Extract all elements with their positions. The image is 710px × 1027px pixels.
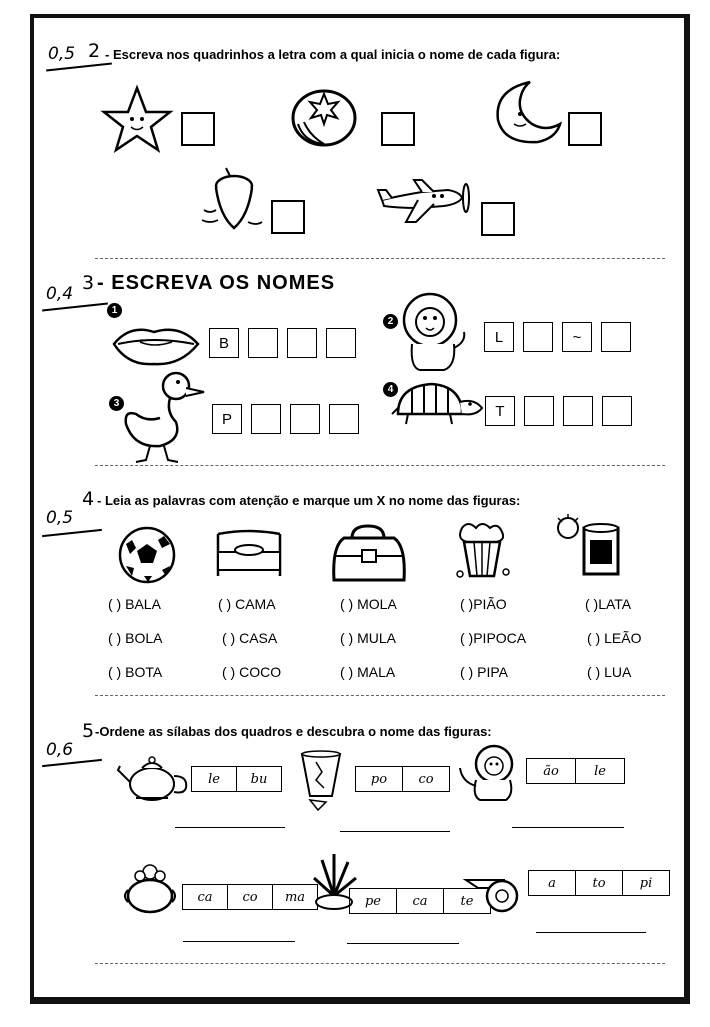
whistle-figure xyxy=(464,872,522,912)
q3-2-letter-4[interactable] xyxy=(601,322,631,352)
q3-badge-3: 3 xyxy=(109,396,124,411)
syllable-tile: le xyxy=(594,763,606,779)
duck-figure xyxy=(120,366,206,466)
q3-2-letter-2[interactable] xyxy=(523,322,553,352)
section-divider xyxy=(95,258,665,259)
q2-answer-box-1[interactable] xyxy=(181,112,215,146)
q3-4-letter-1[interactable]: T xyxy=(485,396,515,426)
q5-answer-line-5[interactable] xyxy=(347,943,459,944)
q3-3-letter-3[interactable] xyxy=(290,404,320,434)
syllable-tile: ca xyxy=(183,885,228,909)
bag-figure xyxy=(330,522,408,586)
q4-prompt: - Leia as palavras com atenção e marque um X no nome das figuras: xyxy=(97,493,521,508)
q4-option[interactable]: ( ) CAMA xyxy=(218,596,276,612)
q3-3-letter-2[interactable] xyxy=(251,404,281,434)
q5-answer-line-4[interactable] xyxy=(183,941,295,942)
lips-figure xyxy=(110,322,202,368)
q3-badge-1: 1 xyxy=(107,303,122,318)
q2-score: 0,5 xyxy=(48,44,76,64)
spinning-top-figure xyxy=(200,166,264,236)
q4-option[interactable]: ( ) BALA xyxy=(108,596,161,612)
q2-answer-box-4[interactable] xyxy=(271,200,305,234)
q5-syllables-1 xyxy=(191,766,282,792)
q5-number: 5 xyxy=(82,720,95,742)
syllable-tile: co xyxy=(228,885,273,909)
star-figure xyxy=(102,86,172,152)
q3-2-letter-1[interactable]: L xyxy=(484,322,514,352)
syllable-tile: pe xyxy=(350,889,397,913)
q5-answer-line-3[interactable] xyxy=(512,827,624,828)
q2-number: 2 xyxy=(88,40,101,62)
q4-score: 0,5 xyxy=(46,508,74,528)
q5-answer-line-2[interactable] xyxy=(340,831,450,832)
lion-figure xyxy=(400,292,470,372)
q4-option[interactable]: ( )PIPOCA xyxy=(460,630,527,646)
tomato-figure xyxy=(290,84,358,148)
q4-option[interactable]: ( ) PIPA xyxy=(460,664,508,680)
section-divider xyxy=(95,963,665,964)
q5-answer-line-1[interactable] xyxy=(175,827,285,828)
q4-option[interactable]: ( ) COCO xyxy=(222,664,282,680)
q5-prompt: -Ordene as sílabas dos quadros e descubra o nome das figuras: xyxy=(95,724,492,739)
q3-3-letter-1[interactable]: P xyxy=(212,404,242,434)
syllable-tile: a xyxy=(529,871,576,895)
q4-option[interactable]: ( ) MALA xyxy=(340,664,396,680)
teapot-figure xyxy=(116,754,188,804)
q3-4-letter-3[interactable] xyxy=(563,396,593,426)
q3-1-letter-4[interactable] xyxy=(326,328,356,358)
q4-number: 4 xyxy=(82,488,95,510)
popcorn-figure xyxy=(452,522,512,582)
q5-syllables-2 xyxy=(355,766,450,792)
syllable-tile: ca xyxy=(397,889,444,913)
section-divider xyxy=(95,695,665,696)
q5-score: 0,6 xyxy=(46,740,74,760)
bed-figure xyxy=(214,528,284,580)
section-divider xyxy=(95,465,665,466)
armadillo-figure xyxy=(392,378,484,430)
page-border xyxy=(30,14,690,1004)
q2-answer-box-3[interactable] xyxy=(568,112,602,146)
q3-2-letter-3[interactable]: ~ xyxy=(562,322,592,352)
q4-option[interactable]: ( )LATA xyxy=(585,596,632,612)
q5-syllables-3 xyxy=(526,758,625,784)
q5-syllables-4 xyxy=(182,884,318,910)
syllable-tile: to xyxy=(576,871,623,895)
syllable-tile: ão xyxy=(527,759,576,783)
syllable-tile: le xyxy=(192,767,237,791)
soccer-ball-figure xyxy=(118,526,176,584)
q3-4-letter-2[interactable] xyxy=(524,396,554,426)
q5-syllables-6 xyxy=(528,870,670,896)
q4-option[interactable]: ( ) MOLA xyxy=(340,596,397,612)
q3-1-letter-1[interactable]: B xyxy=(209,328,239,358)
small-lion-figure xyxy=(456,742,520,804)
q4-option[interactable]: ( )PIÃO xyxy=(460,596,507,612)
syllable-tile: bu xyxy=(250,771,268,787)
q4-option[interactable]: ( ) MULA xyxy=(340,630,396,646)
q3-1-letter-2[interactable] xyxy=(248,328,278,358)
q4-option[interactable]: ( ) LUA xyxy=(587,664,632,680)
q4-option[interactable]: ( ) BOLA xyxy=(108,630,163,646)
q3-3-letter-4[interactable] xyxy=(329,404,359,434)
q4-option[interactable]: ( ) CASA xyxy=(222,630,278,646)
q5-answer-line-6[interactable] xyxy=(536,932,646,933)
q3-title: - ESCREVA OS NOMES xyxy=(97,272,336,294)
q3-badge-4: 4 xyxy=(383,382,398,397)
q4-option[interactable]: ( ) LEÃO xyxy=(587,630,642,646)
q3-4-letter-4[interactable] xyxy=(602,396,632,426)
q3-number: 3 xyxy=(82,272,95,294)
syllable-tile: po xyxy=(356,767,403,791)
q2-answer-box-5[interactable] xyxy=(481,202,515,236)
syllable-tile: pi xyxy=(639,875,653,891)
can-figure xyxy=(554,514,624,578)
moon-figure xyxy=(490,80,560,146)
syllable-tile: te xyxy=(460,893,474,909)
q2-answer-box-2[interactable] xyxy=(381,112,415,146)
q3-score: 0,4 xyxy=(46,284,74,304)
airplane-figure xyxy=(378,176,472,226)
q3-badge-2: 2 xyxy=(383,314,398,329)
q2-prompt: - Escreva nos quadrinhos a letra com a qual inicia o nome de cada figura: xyxy=(105,47,561,62)
flower-pot-figure xyxy=(122,862,178,914)
syllable-tile: ma xyxy=(284,889,306,905)
q3-1-letter-3[interactable] xyxy=(287,328,317,358)
broken-cup-figure xyxy=(298,750,344,812)
q4-option[interactable]: ( ) BOTA xyxy=(108,664,163,680)
syllable-tile: co xyxy=(418,771,434,787)
